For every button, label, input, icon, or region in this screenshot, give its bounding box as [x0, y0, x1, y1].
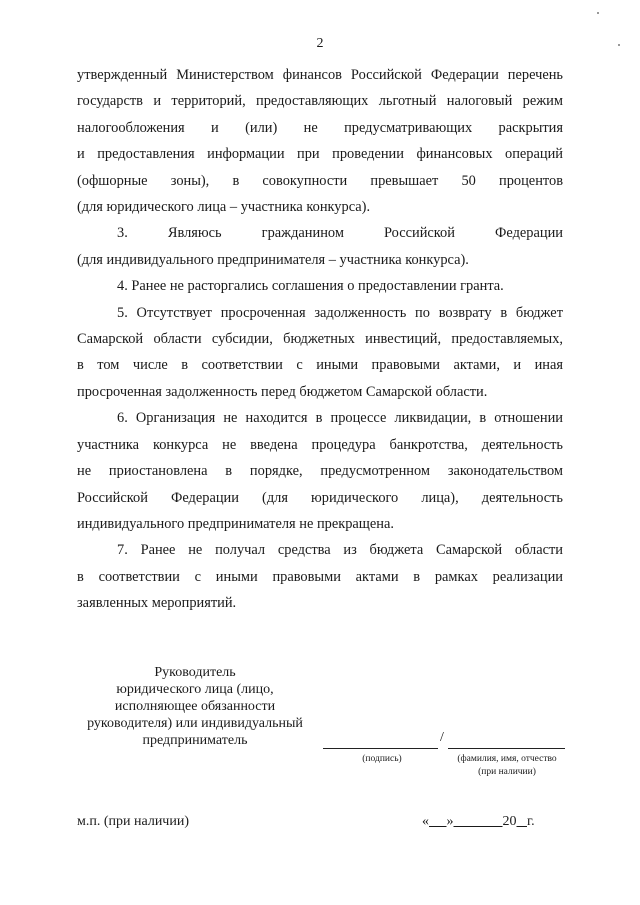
signatory-title-line: предприниматель — [142, 733, 248, 748]
date-year-prefix: 20 — [502, 814, 517, 829]
signatory-title-line: юридического лица (лицо, — [116, 682, 274, 697]
text-line: 6. Организация не находится в процессе ликвидации, в отношении — [117, 410, 563, 427]
text-line: в соответствии с иными правовыми актами в рамках реализации — [77, 568, 563, 585]
paragraph-6 — [77, 405, 563, 537]
text-line: Самарской области субсидии, бюджетных инвестиций, предоставляемых, — [77, 331, 563, 348]
text-line: индивидуального предпринимателя не прекращена. — [77, 515, 394, 532]
text-line: не приостановлена в порядке, предусмотренном законодательством — [77, 463, 563, 480]
body-text — [77, 62, 563, 617]
text-line: (офшорные зоны), в совокупности превышает 50 процентов — [77, 172, 563, 189]
date-field[interactable] — [422, 814, 535, 830]
text-line: 4. Ранее не расторгались соглашения о предоставлении гранта. — [117, 278, 504, 295]
text-line: (для юридического лица – участника конкурса). — [77, 199, 371, 216]
signature-separator: / — [440, 730, 444, 745]
text-line: Российской Федерации (для юридического лица), деятельность — [77, 489, 563, 506]
text-line: государств и территорий, предоставляющих льготный налоговый режим — [77, 93, 563, 110]
full-name-caption-line: (фамилия, имя, отчество — [457, 754, 557, 764]
paragraph-5 — [77, 300, 563, 406]
text-line: 5. Отсутствует просроченная задолженность по возврату в бюджет — [117, 304, 563, 321]
signature-caption: (подпись) — [362, 754, 402, 764]
text-line: и предоставления информации при проведении финансовых операций — [77, 146, 563, 163]
signatory-title-line: руководителя) или индивидуальный — [87, 716, 303, 731]
signature-field[interactable] — [323, 748, 438, 749]
date-month-blank[interactable] — [454, 814, 503, 829]
text-line: 7. Ранее не получал средства из бюджета Самарской области — [117, 542, 563, 559]
scan-speck — [618, 44, 620, 46]
text-line: (для индивидуального предпринимателя – участника конкурса). — [77, 251, 469, 268]
scan-speck — [597, 12, 599, 14]
text-line: в том числе в соответствии с иными правовыми актами, и иная — [77, 357, 563, 374]
date-close-quote: » — [446, 814, 454, 829]
date-open-quote: « — [422, 814, 429, 829]
text-line: участника конкурса не введена процедура банкротства, деятельность — [77, 436, 563, 453]
page-number: 2 — [316, 36, 324, 51]
signatory-title — [70, 664, 320, 749]
paragraph-4 — [77, 273, 563, 299]
date-year-suffix: г. — [527, 814, 535, 829]
text-line: налогообложения и (или) не предусматривающих раскрытия — [77, 119, 563, 136]
signatory-title-line: исполняющее обязанности — [114, 699, 276, 714]
full-name-field[interactable] — [448, 748, 565, 749]
date-day-blank[interactable] — [429, 814, 447, 829]
date-year-blank[interactable] — [517, 814, 528, 829]
signatory-title-line: Руководитель — [154, 665, 236, 680]
text-line: 3. Являюсь гражданином Российской Федерации — [117, 225, 563, 242]
text-line: просроченная задолженность перед бюджетом Самарской области. — [77, 383, 488, 400]
text-line: заявленных мероприятий. — [77, 595, 237, 612]
text-line: утвержденный Министерством финансов Российской Федерации перечень — [77, 67, 563, 83]
full-name-caption — [448, 753, 566, 779]
paragraph-3 — [77, 220, 563, 273]
full-name-caption-line: (при наличии) — [478, 767, 536, 777]
stamp-placeholder-label: м.п. (при наличии) — [77, 814, 189, 829]
paragraph-1-continuation — [77, 62, 563, 220]
paragraph-7 — [77, 537, 563, 616]
